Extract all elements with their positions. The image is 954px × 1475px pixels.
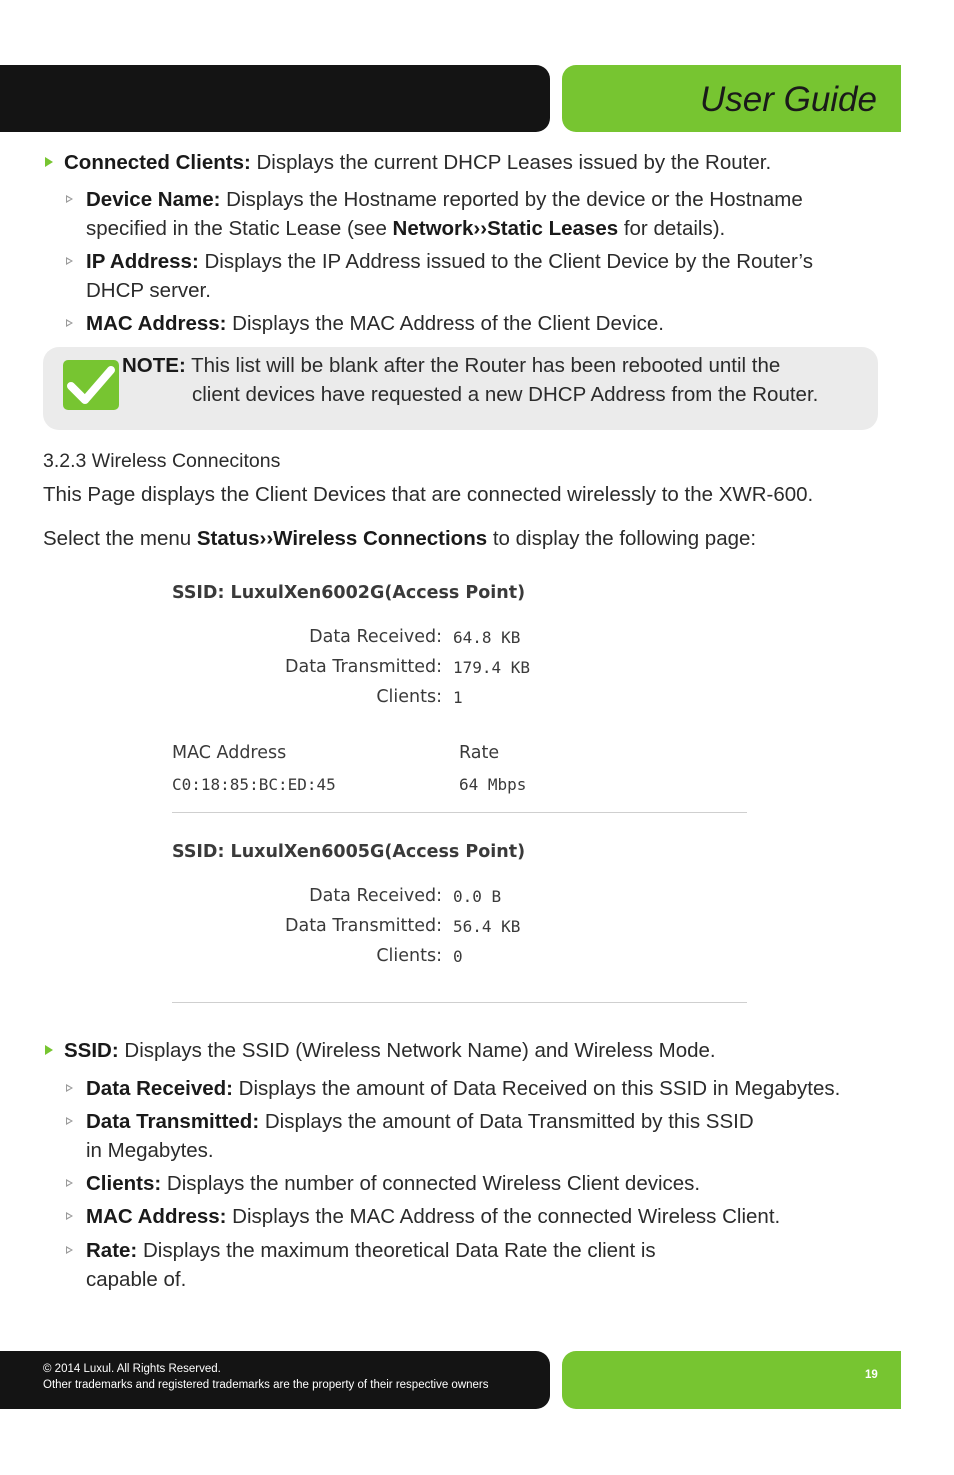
section-select xyxy=(43,524,756,553)
note-line-1: This list will be blank after the Router has been rebooted until the xyxy=(185,354,781,377)
footer-trademark: Other trademarks and registered trademarks are the property of their respective owners xyxy=(43,1379,489,1391)
footer-green-bar xyxy=(562,1351,901,1409)
bullet-text: Displays the SSID (Wireless Network Name) and Wireless Mode. xyxy=(118,1039,716,1062)
data-transmitted-value: 56.4 KB xyxy=(453,917,521,936)
select-text: Select the menu xyxy=(43,527,197,550)
sub-bullet-text: for details). xyxy=(618,217,726,240)
divider xyxy=(172,1002,747,1003)
sub-bullet-text: capable of. xyxy=(86,1268,187,1291)
sub-bullet-text: Displays the MAC Address of the Client Device. xyxy=(226,312,665,335)
bullet-label: Connected Clients: xyxy=(64,151,251,174)
data-transmitted-label: Data Transmitted: xyxy=(285,657,442,677)
sub-bullet-text: Displays the MAC Address of the connected Wireless Client. xyxy=(226,1205,781,1228)
table-cell-mac: C0:18:85:BC:ED:45 xyxy=(172,775,336,794)
column-header-rate: Rate xyxy=(459,743,500,763)
sub-bullet-text: specified in the Static Lease (see xyxy=(86,217,393,240)
sub-bullet-arrow-icon xyxy=(66,195,73,203)
data-transmitted-value: 179.4 KB xyxy=(453,658,531,677)
sub-bullet-text: in Megabytes. xyxy=(86,1139,214,1162)
section-intro: This Page displays the Client Devices that are connected wirelessly to the XWR-600. xyxy=(43,483,814,506)
page-title: User Guide xyxy=(699,80,877,119)
sub-bullet-label: Data Received: xyxy=(86,1077,233,1100)
sub-bullet-text: Displays the amount of Data Received on this SSID in Megabytes. xyxy=(232,1077,841,1100)
note-box xyxy=(43,347,878,430)
checkmark-icon xyxy=(63,360,119,410)
sub-bullet-arrow-icon xyxy=(66,1084,73,1092)
clients-label: Clients: xyxy=(376,687,442,707)
sub-bullet-arrow-icon xyxy=(66,1212,73,1220)
select-text: to display the following page: xyxy=(487,527,757,550)
note-line-2: client devices have requested a new DHCP Address from the Router. xyxy=(192,383,819,406)
sub-bullet-label: Device Name: xyxy=(86,188,221,211)
clients-value: 1 xyxy=(453,688,463,707)
sub-bullet-label: MAC Address: xyxy=(86,312,227,335)
sub-bullet-arrow-icon xyxy=(66,1117,73,1125)
sub-bullet-text: DHCP server. xyxy=(86,279,211,302)
bullet-arrow-icon xyxy=(45,157,53,167)
footer-black-bar xyxy=(0,1351,550,1409)
page-number: 19 xyxy=(865,1369,878,1381)
sub-bullet-arrow-icon xyxy=(66,1246,73,1254)
column-header-mac: MAC Address xyxy=(172,743,287,763)
sub-bullet-arrow-icon xyxy=(66,257,73,265)
sub-bullet-label: Data Transmitted: xyxy=(86,1110,260,1133)
header-green-bar xyxy=(562,65,901,132)
ssid-title: SSID: LuxulXen6005G(Access Point) xyxy=(172,842,526,862)
footer-copyright: © 2014 Luxul. All Rights Reserved. xyxy=(43,1363,221,1375)
wireless-status-screenshot xyxy=(172,578,748,1008)
note-label: NOTE: xyxy=(122,354,186,377)
header-black-bar xyxy=(0,65,550,132)
sub-bullet-text: Displays the Hostname reported by the device or the Hostname xyxy=(220,188,803,211)
menu-path: Network››Static Leases xyxy=(392,217,619,240)
note-text xyxy=(122,351,818,409)
clients-value: 0 xyxy=(453,947,463,966)
sub-bullet-label: Clients: xyxy=(86,1172,162,1195)
sub-bullet-text: Displays the maximum theoretical Data Rate the client is xyxy=(137,1239,656,1262)
sub-bullet-label: MAC Address: xyxy=(86,1205,227,1228)
bullet-arrow-icon xyxy=(45,1045,53,1055)
clients-label: Clients: xyxy=(376,946,442,966)
sub-bullet-text: Displays the number of connected Wireless Client devices. xyxy=(161,1172,701,1195)
data-received-label: Data Received: xyxy=(309,886,442,906)
sub-bullet-label: IP Address: xyxy=(86,250,199,273)
data-transmitted-label: Data Transmitted: xyxy=(285,916,442,936)
sub-bullet-label: Rate: xyxy=(86,1239,138,1262)
menu-path: Status››Wireless Connections xyxy=(196,527,488,550)
data-received-value: 0.0 B xyxy=(453,887,502,906)
data-received-value: 64.8 KB xyxy=(453,628,521,647)
sub-bullet-text: Displays the amount of Data Transmitted by this SSID xyxy=(259,1110,754,1133)
ssid-title: SSID: LuxulXen6002G(Access Point) xyxy=(172,583,526,603)
section-heading: 3.2.3 Wireless Connecitons xyxy=(43,450,281,472)
sub-bullet-text: Displays the IP Address issued to the Client Device by the Router’s xyxy=(198,250,813,273)
bullet-label: SSID: xyxy=(64,1039,119,1062)
bullet-text: Displays the current DHCP Leases issued by the Router. xyxy=(250,151,772,174)
divider xyxy=(172,812,747,813)
sub-bullet-arrow-icon xyxy=(66,319,73,327)
table-cell-rate: 64 Mbps xyxy=(459,775,527,794)
sub-bullet-arrow-icon xyxy=(66,1179,73,1187)
data-received-label: Data Received: xyxy=(309,627,442,647)
